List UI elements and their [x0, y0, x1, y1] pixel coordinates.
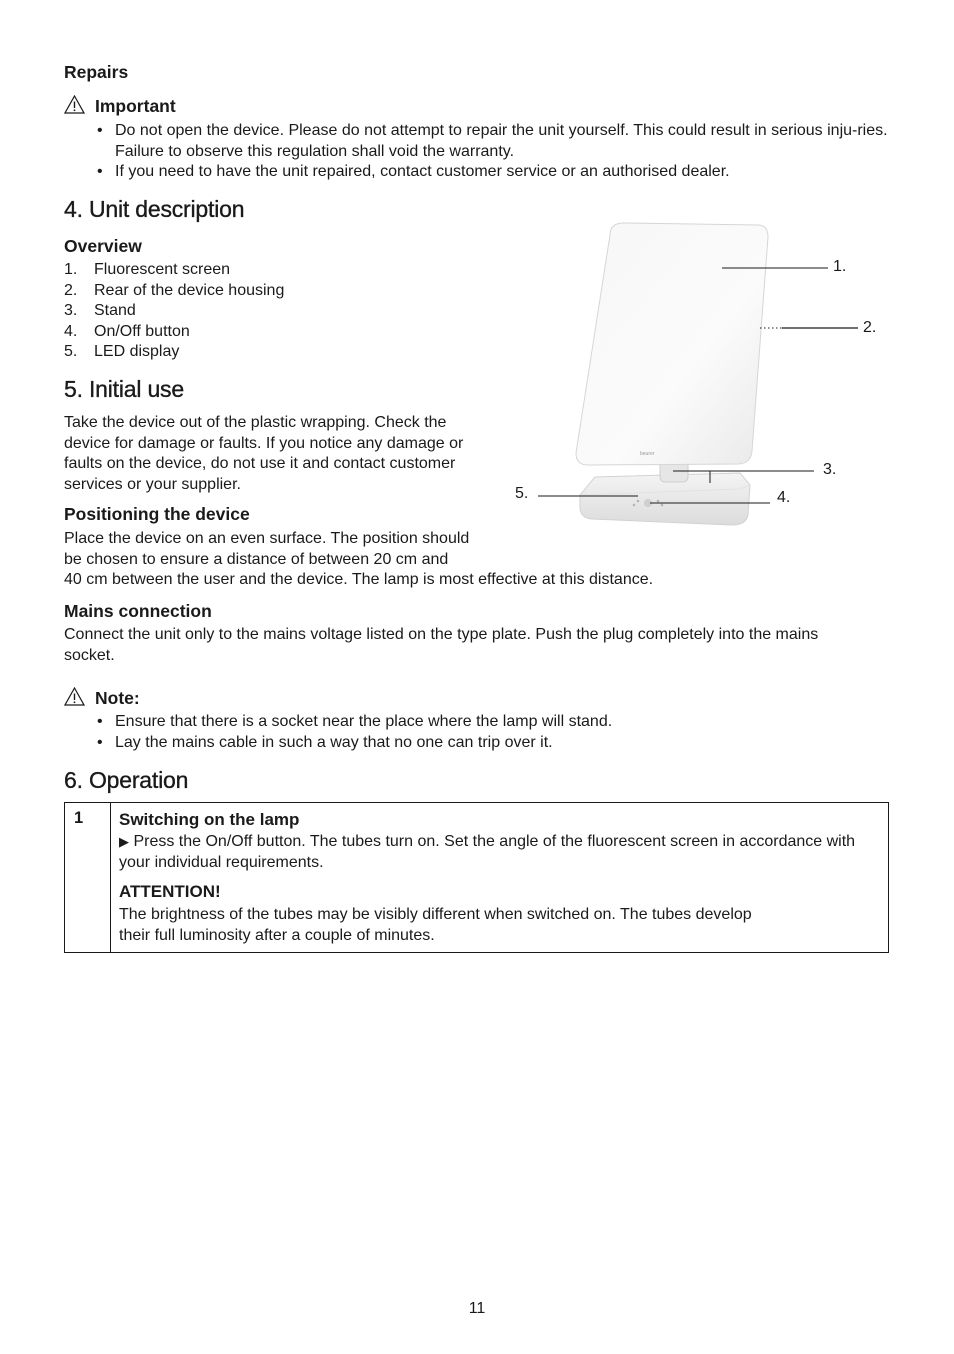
list-item: • If you need to have the unit repaired, contact customer service or an authorised dealer.: [64, 162, 894, 183]
repairs-heading: Repairs: [64, 62, 129, 82]
mains-text: Connect the unit only to the mains voltage listed on the type plate. Push the plug completely into the mains socket.: [64, 626, 819, 664]
callout-3: 3.: [823, 461, 837, 478]
attention-text: The brightness of the tubes may be visibly different when switched on. The tubes develop their full luminosity after a couple of minutes.: [119, 906, 752, 944]
step-number: 1: [74, 809, 84, 827]
section-heading-operation: 6. Operation: [64, 767, 189, 793]
step-content-cell: [111, 803, 889, 953]
callout-4: 4.: [777, 489, 791, 506]
list-item: 3. Stand: [64, 302, 136, 319]
warning-icon: [64, 95, 85, 114]
callout-2: 2.: [863, 319, 877, 336]
operation-table: [64, 802, 889, 953]
mains-heading: Mains connection: [64, 601, 212, 621]
important-heading: [64, 95, 176, 117]
attention-heading: ATTENTION!: [119, 882, 221, 901]
page-number: 11: [468, 1300, 486, 1317]
list-item: 5. LED display: [64, 343, 180, 360]
important-label: Important: [95, 96, 176, 116]
list-item: • Ensure that there is a socket near the place where the lamp will stand.: [64, 712, 894, 733]
repairs-bullet-list: [64, 121, 894, 183]
step-instruction: ▶ Press the On/Off button. The tubes turn on. Set the angle of the fluorescent screen in accordance with your individual requirements.: [119, 833, 856, 871]
list-item: • Lay the mains cable in such a way that no one can trip over it.: [64, 733, 894, 754]
overview-heading: Overview: [64, 236, 142, 256]
step-heading: Switching on the lamp: [119, 810, 300, 829]
initial-use-text: Take the device out of the plastic wrapping. Check the device for damage or faults. If you notice any damage or faults on the device, do not use it and contact customer services or your supplier.: [64, 414, 464, 493]
warning-icon: [64, 687, 85, 706]
note-heading: [64, 687, 140, 709]
table-row: [65, 803, 889, 953]
note-bullet-list: [64, 712, 894, 753]
positioning-text: Place the device on an even surface. The position should be chosen to ensure a distance of between 20 cm and 40 cm between the user and the device. The lamp is most effective at this distance.: [64, 530, 654, 588]
callout-1: 1.: [833, 258, 847, 275]
callout-5: 5.: [515, 485, 529, 502]
list-item: 2. Rear of the device housing: [64, 281, 285, 299]
device-illustration: [500, 215, 900, 535]
section-heading-initial-use: 5. Initial use: [64, 376, 184, 402]
list-item: 4. On/Off button: [64, 322, 190, 340]
step-number-cell: [65, 803, 111, 953]
overview-list: [64, 260, 284, 363]
list-item: 1. Fluorescent screen: [64, 261, 231, 278]
play-arrow-icon: ▶: [119, 834, 129, 849]
list-item: • Do not open the device. Please do not attempt to repair the unit yourself. This could result in serious inju-ries. Failure to observe this regulation shall void the warranty.: [64, 121, 894, 162]
positioning-heading: Positioning the device: [64, 504, 250, 524]
section-heading-unit-description: 4. Unit description: [64, 196, 245, 222]
brand-logo: beurer: [640, 451, 655, 457]
note-label: Note:: [95, 688, 140, 708]
